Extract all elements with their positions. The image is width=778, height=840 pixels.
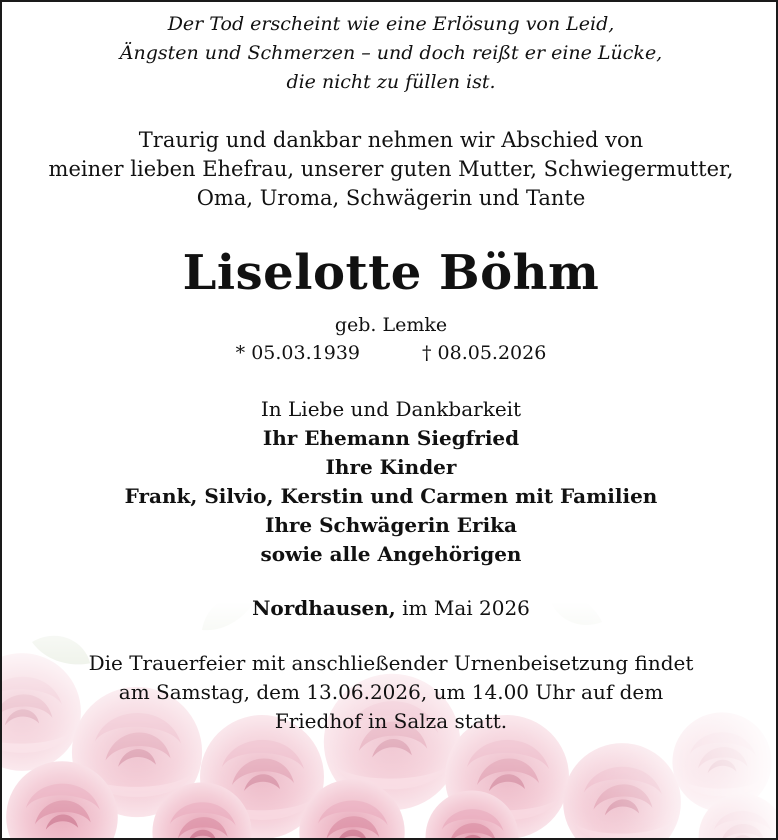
place: Nordhausen, [252,596,396,620]
quote-line: die nicht zu füllen ist. [286,71,496,93]
service-line: am Samstag, dem 13.06.2026, um 14.00 Uhr auf dem [118,680,664,704]
funeral-service-info [2,649,778,736]
mourners-intro: In Liebe und Dankbarkeit [260,397,522,421]
place-date [2,594,778,622]
birth-date: * 05.03.1939 [235,342,360,364]
intro-line: meiner lieben Ehefrau, unserer guten Mutter, Schwiegermutter, [48,157,734,181]
mourners [2,395,778,569]
mourner-line: Frank, Silvio, Kerstin und Carmen mit Familien [124,484,658,508]
farewell-intro [2,126,778,213]
intro-line: Traurig und dankbar nehmen wir Abschied von [138,128,644,152]
mourner-line: Ihre Kinder [325,455,457,479]
death-date: † 08.05.2026 [422,342,547,364]
date: im Mai 2026 [402,596,530,620]
quote [2,10,778,97]
service-line: Die Trauerfeier mit anschließender Urnenbeisetzung findet [88,651,694,675]
deceased-name: Liselotte Böhm [182,245,600,301]
intro-line: Oma, Uroma, Schwägerin und Tante [196,186,586,210]
quote-line: Der Tod erscheint wie eine Erlösung von Leid, [167,13,615,35]
mourner-line: Ihre Schwägerin Erika [264,513,517,537]
mourner-line: sowie alle Angehörigen [260,542,522,566]
service-line: Friedhof in Salza statt. [274,709,508,733]
quote-line: Ängsten und Schmerzen – und doch reißt er eine Lücke, [119,42,663,64]
life-dates [2,340,778,367]
mourner-line: Ihr Ehemann Siegfried [262,426,520,450]
birth-name: geb. Lemke [334,314,448,336]
